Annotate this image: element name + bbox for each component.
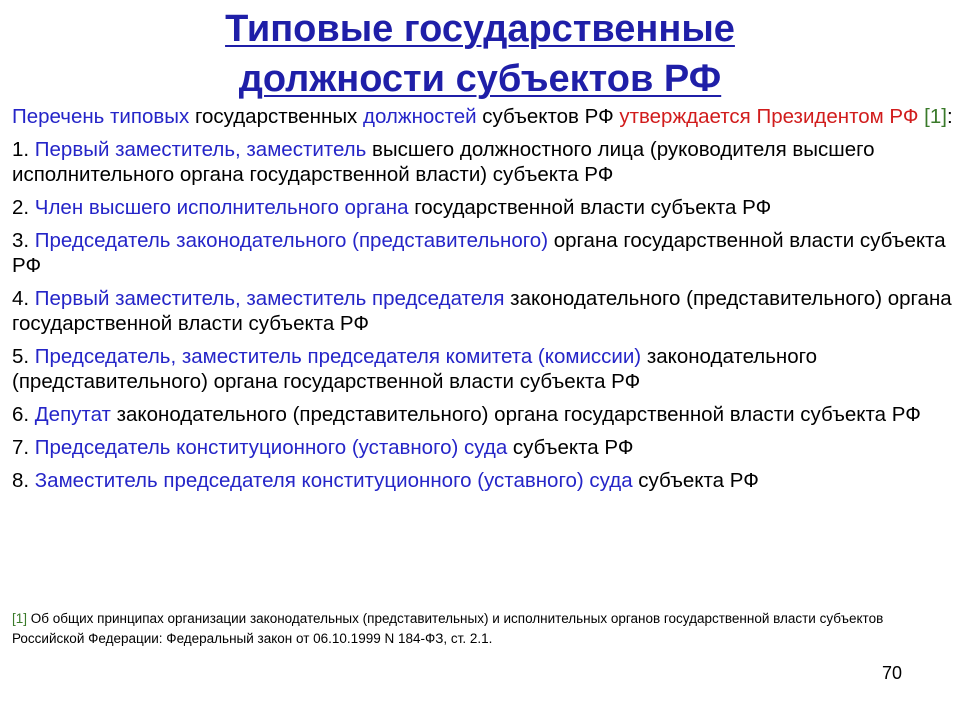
item-number: 3. bbox=[12, 229, 35, 252]
list-item bbox=[12, 286, 954, 336]
item-position: Первый заместитель, заместитель председателя bbox=[34, 287, 505, 310]
list-item bbox=[12, 402, 954, 427]
item-rest: высшего должностного лица (руководителя высшего исполнительного органа государственной власти) субъекта РФ bbox=[12, 138, 875, 186]
item-number: 7. bbox=[12, 436, 35, 459]
intro-part-2: государственных bbox=[189, 105, 363, 128]
intro-footnote-link[interactable]: [1] bbox=[924, 105, 947, 128]
list-item bbox=[12, 195, 954, 220]
item-position: Депутат bbox=[34, 403, 111, 426]
intro-part-1: Перечень типовых bbox=[12, 105, 190, 128]
item-position: Первый заместитель, заместитель bbox=[34, 138, 367, 161]
page-number: 70 bbox=[881, 663, 902, 683]
page-title bbox=[0, 4, 960, 104]
list-item bbox=[12, 435, 954, 460]
item-rest: субъекта РФ bbox=[632, 469, 759, 492]
item-rest: органа государственной власти субъекта РФ bbox=[12, 229, 946, 277]
intro-part-5: утверждается Президентом РФ bbox=[619, 105, 919, 128]
content-body bbox=[12, 104, 954, 501]
item-position: Председатель законодательного (представительного) bbox=[34, 229, 549, 252]
item-number: 6. bbox=[12, 403, 35, 426]
intro-part-3: должностей bbox=[363, 105, 477, 128]
item-rest: законодательного (представительного) органа государственной власти субъекта РФ bbox=[12, 345, 818, 393]
item-position: Председатель, заместитель председателя комитета (комиссии) bbox=[34, 345, 642, 368]
item-position: Председатель конституционного (уставного) суда bbox=[34, 436, 508, 459]
item-number: 4. bbox=[12, 287, 35, 310]
item-position: Заместитель председателя конституционного (уставного) суда bbox=[34, 469, 633, 492]
item-rest: государственной власти субъекта РФ bbox=[408, 196, 772, 219]
intro-part-4: субъектов РФ bbox=[476, 105, 620, 128]
footnote bbox=[12, 609, 942, 649]
item-number: 8. bbox=[12, 469, 35, 492]
item-number: 2. bbox=[12, 196, 35, 219]
item-rest: субъекта РФ bbox=[507, 436, 634, 459]
list-item bbox=[12, 468, 954, 493]
item-rest: законодательного (представительного) органа государственной власти субъекта РФ bbox=[110, 403, 921, 426]
title-line-1: Типовые государственные bbox=[225, 8, 735, 50]
item-number: 5. bbox=[12, 345, 35, 368]
intro-part-8: : bbox=[946, 105, 953, 128]
list-item bbox=[12, 137, 954, 187]
list-item bbox=[12, 344, 954, 394]
title-line-2: должности субъектов РФ bbox=[238, 58, 722, 100]
item-position: Член высшего исполнительного органа bbox=[34, 196, 409, 219]
item-rest: законодательного (представительного) органа государственной власти субъекта РФ bbox=[12, 287, 952, 335]
footnote-ref[interactable]: [1] bbox=[12, 611, 28, 626]
item-number: 1. bbox=[12, 138, 35, 161]
intro-paragraph bbox=[12, 104, 954, 129]
footnote-text: Об общих принципах организации законодательных (представительных) и исполнительных органов государственной власти субъектов Российской Федерации: Федеральный закон от 06.10.1999 N 184-ФЗ, ст. 2.1. bbox=[12, 611, 884, 646]
list-item bbox=[12, 228, 954, 278]
